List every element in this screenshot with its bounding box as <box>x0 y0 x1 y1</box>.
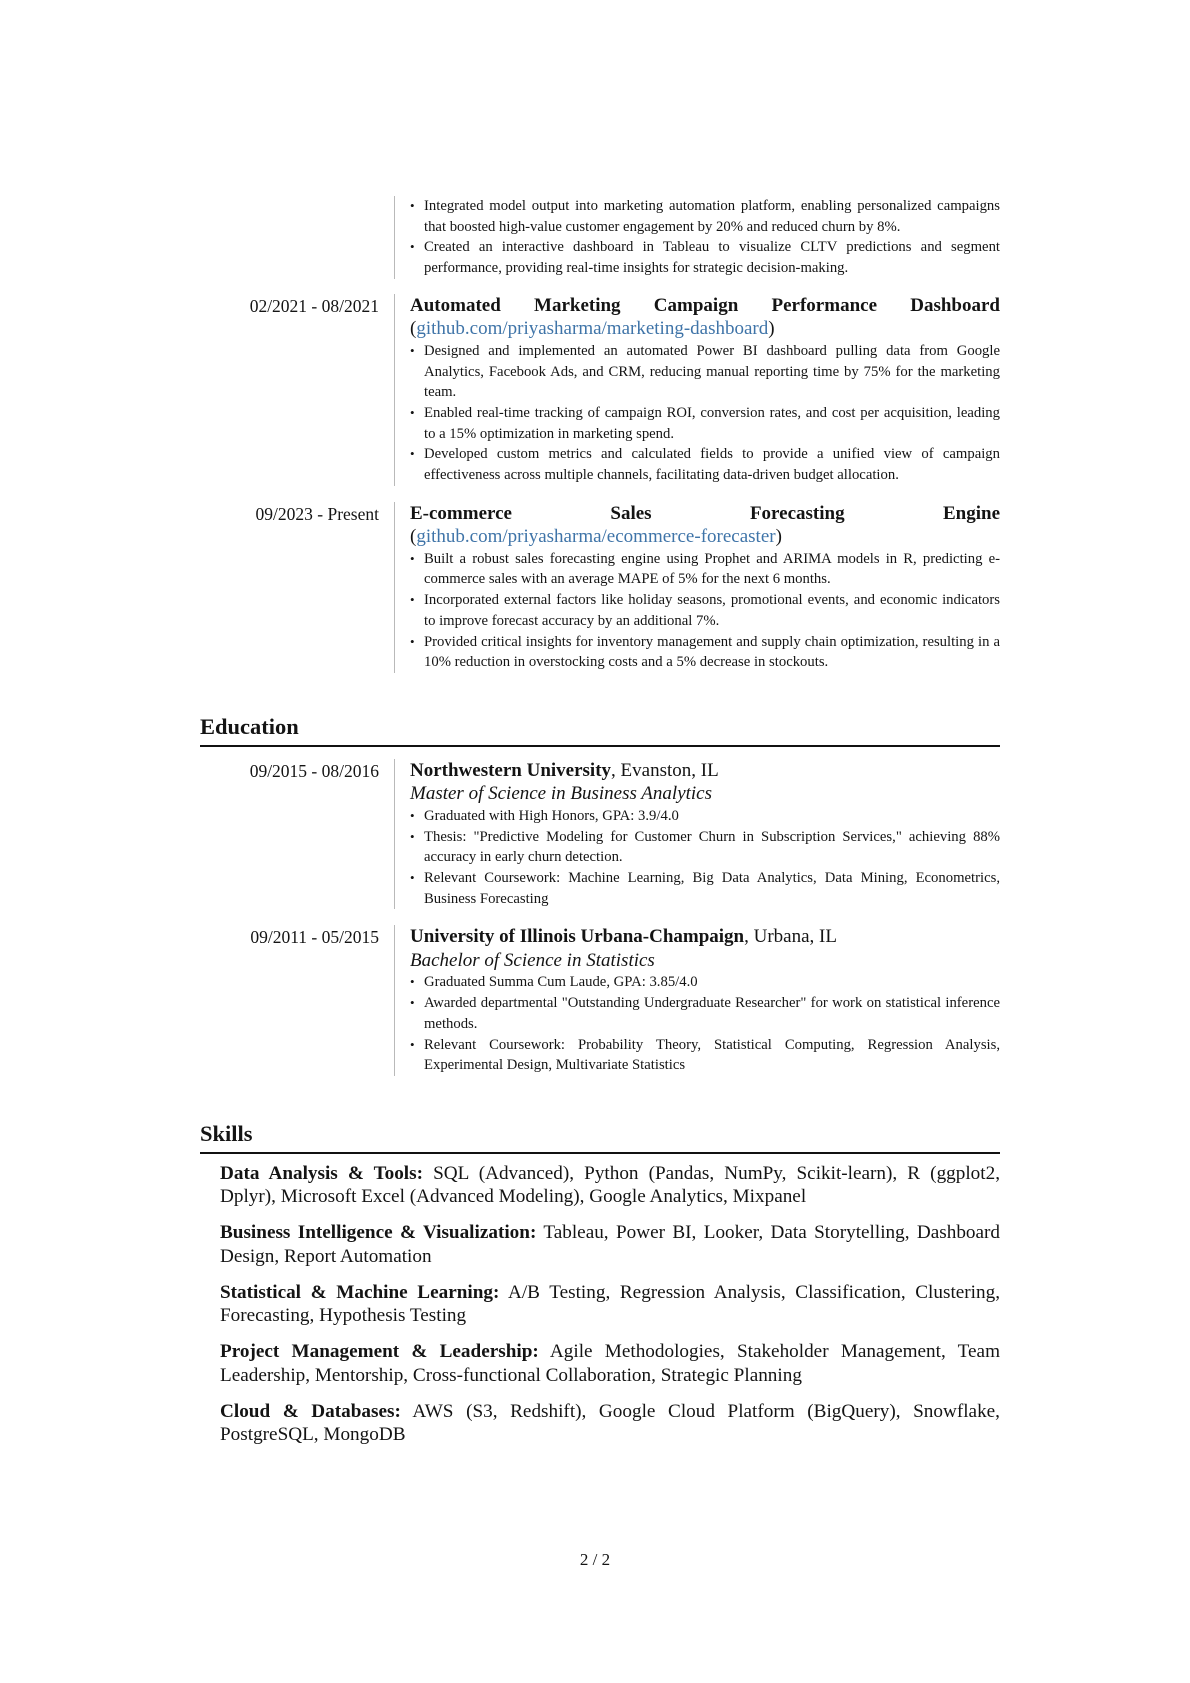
school-location: , Evanston, IL <box>611 759 719 781</box>
bullet-item: • Designed and implemented an automated Power BI dashboard pulling data from Google Analytics, Facebook Ads, and CRM, reducing manual reporting time by 75% for the marketing team. <box>410 341 1000 403</box>
bullet-item: • Graduated with High Honors, GPA: 3.9/4.0 <box>410 806 1000 827</box>
skills-heading: Skills <box>200 1120 253 1146</box>
skills-section <box>200 1120 1000 1447</box>
project-title: Automated Marketing Campaign Performance Dashboard <box>410 294 1000 316</box>
degree: Master of Science in Business Analytics <box>410 783 713 805</box>
entry-body <box>394 759 1000 910</box>
project-entry <box>200 196 1000 279</box>
entry-date: 09/2011 - 05/2015 <box>250 927 379 948</box>
skill-row <box>220 1162 1000 1209</box>
skill-text: AWS (S3, Redshift), Google Cloud Platform (BigQuery), Snowflake, PostgreSQL, MongoDB <box>220 1400 1000 1446</box>
project-title: E-commerce Sales Forecasting Engine <box>410 502 1000 524</box>
bullet-list <box>410 549 1000 673</box>
bullet-item: • Graduated Summa Cum Laude, GPA: 3.85/4.0 <box>410 972 1000 993</box>
education-entry <box>200 925 1000 1076</box>
project-title-line <box>410 502 1000 549</box>
bullet-item: • Created an interactive dashboard in Tableau to visualize CLTV predictions and segment performance, providing real-time insights for strategic decision-making. <box>410 237 1000 278</box>
page-number: 2 / 2 <box>579 1550 611 1569</box>
bullet-item: • Integrated model output into marketing automation platform, enabling personalized campaigns that boosted high-value customer engagement by 20% and reduced churn by 8%. <box>410 196 1000 237</box>
bullet-item: • Incorporated external factors like holiday seasons, promotional events, and economic indicators to improve forecast accuracy by an additional 7%. <box>410 590 1000 631</box>
degree: Bachelor of Science in Statistics <box>410 949 655 971</box>
skill-row <box>220 1281 1000 1328</box>
bullet-list <box>410 806 1000 910</box>
skill-text: SQL (Advanced), Python (Pandas, NumPy, Scikit-learn), R (ggplot2, Dplyr), Microsoft Excel (Advanced Modeling), Google Analytics, Mixpanel <box>220 1162 1000 1208</box>
bullet-item: • Developed custom metrics and calculated fields to provide a unified view of campaign effectiveness across multiple channels, facilitating data-driven budget allocation. <box>410 444 1000 485</box>
entry-body <box>394 294 1000 486</box>
skill-row <box>220 1221 1000 1268</box>
entry-body <box>394 196 1000 279</box>
education-section <box>200 713 1000 1076</box>
bullet-item: • Awarded departmental "Outstanding Undergraduate Researcher" for work on statistical inference methods. <box>410 993 1000 1034</box>
project-link[interactable]: github.com/priyasharma/marketing-dashboard <box>416 318 769 340</box>
skill-row <box>220 1400 1000 1447</box>
bullet-list <box>410 972 1000 1076</box>
entry-date <box>200 196 394 279</box>
project-entry <box>200 294 1000 486</box>
entry-date: 09/2015 - 08/2016 <box>249 760 379 781</box>
entry-body <box>394 925 1000 1076</box>
entry-body <box>394 502 1000 673</box>
skill-row <box>220 1340 1000 1387</box>
skill-label: Cloud & Databases: <box>220 1400 401 1422</box>
skills-list <box>200 1154 1000 1447</box>
entry-date: 09/2023 - Present <box>255 503 379 524</box>
school-name: Northwestern University <box>410 759 612 781</box>
bullet-item: • Enabled real-time tracking of campaign ROI, conversion rates, and cost per acquisition, leading to a 15% optimization in marketing spend. <box>410 403 1000 444</box>
project-link-wrapper: (github.com/priyasharma/ecommerce-forecaster) <box>410 526 782 548</box>
bullet-list <box>410 341 1000 486</box>
bullet-list <box>410 196 1000 279</box>
school-location: , Urbana, IL <box>744 926 837 948</box>
skill-label: Project Management & Leadership: <box>220 1341 539 1363</box>
skill-text: Tableau, Power BI, Looker, Data Storytelling, Dashboard Design, Report Automation <box>220 1222 1001 1267</box>
skill-label: Data Analysis & Tools: <box>220 1162 423 1184</box>
education-entry <box>200 759 1000 910</box>
skill-text: Agile Methodologies, Stakeholder Management, Team Leadership, Mentorship, Cross-functional Collaboration, Strategic Planning <box>220 1341 1000 1386</box>
project-link[interactable]: github.com/priyasharma/ecommerce-forecaster <box>416 526 776 548</box>
skill-label: Business Intelligence & Visualization: <box>220 1222 537 1244</box>
bullet-item: • Thesis: "Predictive Modeling for Customer Churn in Subscription Services," achieving 88% accuracy in early churn detection. <box>410 827 1000 868</box>
bullet-item: • Relevant Coursework: Machine Learning, Big Data Analytics, Data Mining, Econometrics, Business Forecasting <box>410 868 1000 909</box>
education-heading: Education <box>200 713 299 739</box>
entry-date: 02/2021 - 08/2021 <box>249 295 379 316</box>
project-link-wrapper: (github.com/priyasharma/marketing-dashboard) <box>410 318 775 340</box>
section-rule <box>200 745 1000 747</box>
skill-label: Statistical & Machine Learning: <box>220 1281 500 1303</box>
skill-text: A/B Testing, Regression Analysis, Classification, Clustering, Forecasting, Hypothesis Testing <box>220 1281 1000 1327</box>
project-title-line <box>410 294 1000 341</box>
bullet-item: • Relevant Coursework: Probability Theory, Statistical Computing, Regression Analysis, Experimental Design, Multivariate Statistics <box>410 1035 1000 1076</box>
resume-content <box>200 196 1000 1459</box>
school-line <box>410 925 1000 949</box>
school-line <box>410 759 1000 783</box>
bullet-item: • Built a robust sales forecasting engine using Prophet and ARIMA models in R, predicting e-commerce sales with an average MAPE of 5% for the next 6 months. <box>410 549 1000 590</box>
bullet-item: • Provided critical insights for inventory management and supply chain optimization, resulting in a 10% reduction in overstocking costs and a 5% decrease in stockouts. <box>410 632 1000 673</box>
project-entry <box>200 502 1000 673</box>
school-name: University of Illinois Urbana-Champaign <box>410 926 745 948</box>
